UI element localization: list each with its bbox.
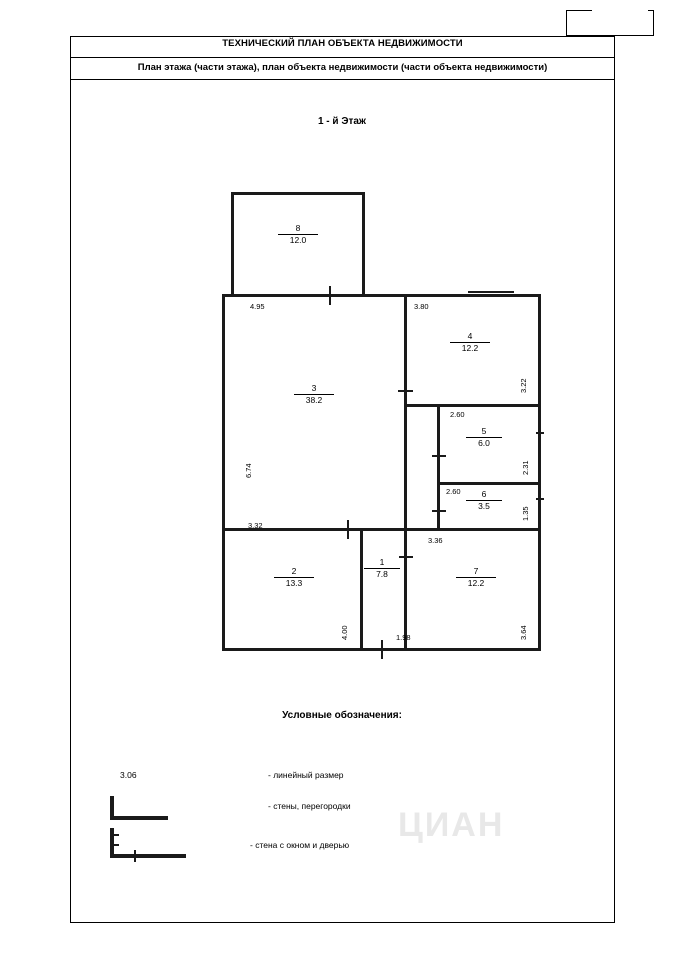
wall-main-left xyxy=(222,294,225,651)
room-4-number: 4 xyxy=(467,331,473,341)
wall-interior-vertical-center xyxy=(404,294,407,530)
dimension-4-95: 4.95 xyxy=(250,302,265,311)
door-tick-room-4-left xyxy=(398,390,413,392)
window-tick-main-top-a xyxy=(468,291,514,293)
wall-between-room-2-1 xyxy=(360,528,363,651)
wall-between-room-5-6 xyxy=(437,482,541,485)
door-tick-room-1-bottom xyxy=(381,640,383,659)
room-7-number: 7 xyxy=(473,566,479,576)
legend-wall-window-door-icon xyxy=(110,828,188,862)
room-1-area: 7.8 xyxy=(364,568,400,580)
legend-label-walls: - стены, перегородки xyxy=(268,801,351,811)
wall-under-room-4 xyxy=(404,404,541,407)
window-tick-right-a xyxy=(536,432,544,434)
room-8-area: 12.0 xyxy=(278,234,318,246)
door-tick-room-2-top xyxy=(347,520,349,539)
room-label-1 xyxy=(364,557,400,580)
legend-label-dimension: - линейный размер xyxy=(268,770,344,780)
room-label-7 xyxy=(456,566,496,589)
wall-annex-right xyxy=(362,192,365,297)
dimension-3-32: 3.32 xyxy=(248,521,263,530)
room-4-area: 12.2 xyxy=(450,342,490,354)
room-1-number: 1 xyxy=(379,557,385,567)
legend-sample-dimension: 3.06 xyxy=(120,770,137,780)
door-tick-room-5-left xyxy=(432,455,446,457)
dimension-3-80: 3.80 xyxy=(414,302,429,311)
room-label-5 xyxy=(466,426,502,449)
door-tick-room-6-left xyxy=(432,510,446,512)
room-2-area: 13.3 xyxy=(274,577,314,589)
room-label-8 xyxy=(278,223,318,246)
room-8-number: 8 xyxy=(295,223,301,233)
room-5-number: 5 xyxy=(481,426,487,436)
room-label-4 xyxy=(450,331,490,354)
dimension-6-74: 6.74 xyxy=(244,463,253,478)
room-2-number: 2 xyxy=(291,566,297,576)
room-label-2 xyxy=(274,566,314,589)
watermark-text: ЦИАН xyxy=(398,806,505,844)
wall-below-room-6 xyxy=(404,528,541,531)
wall-annex-top xyxy=(231,192,365,195)
room-3-number: 3 xyxy=(311,383,317,393)
room-3-area: 38.2 xyxy=(294,394,334,406)
header-title: ТЕХНИЧЕСКИЙ ПЛАН ОБЪЕКТА НЕДВИЖИМОСТИ xyxy=(222,38,463,49)
dimension-2-31: 2.31 xyxy=(521,460,530,475)
window-tick-right-b xyxy=(536,498,544,500)
dimension-1-35: 1.35 xyxy=(521,506,530,521)
room-7-area: 12.2 xyxy=(456,577,496,589)
dimension-1-98: 1.98 xyxy=(396,633,411,642)
floor-title: 1 - й Этаж xyxy=(317,116,367,127)
wall-main-right xyxy=(538,294,541,651)
door-tick-room-1-right xyxy=(399,556,413,558)
door-tick-annex-bottom xyxy=(329,286,331,305)
legend-wall-icon xyxy=(110,796,170,822)
dimension-2-60-upper: 2.60 xyxy=(450,410,465,419)
room-6-area: 3.5 xyxy=(466,500,502,512)
room-5-area: 6.0 xyxy=(466,437,502,449)
dimension-4-00: 4.00 xyxy=(340,625,349,640)
header-subtitle: План этажа (части этажа), план объекта недвижимости (части объекта недвижимости) xyxy=(137,62,548,73)
wall-main-top-right xyxy=(362,294,541,297)
dimension-3-36: 3.36 xyxy=(428,536,443,545)
room-label-3 xyxy=(294,383,334,406)
dimension-3-22: 3.22 xyxy=(519,378,528,393)
dimension-2-60-lower: 2.60 xyxy=(446,487,461,496)
wall-main-top-left xyxy=(222,294,365,297)
legend-label-window-door: - стена с окном и дверью xyxy=(250,840,350,850)
legend-title: Условные обозначения: xyxy=(282,710,402,721)
dimension-3-64: 3.64 xyxy=(519,625,528,640)
wall-annex-left xyxy=(231,192,234,297)
room-label-6 xyxy=(466,489,502,512)
room-6-number: 6 xyxy=(481,489,487,499)
